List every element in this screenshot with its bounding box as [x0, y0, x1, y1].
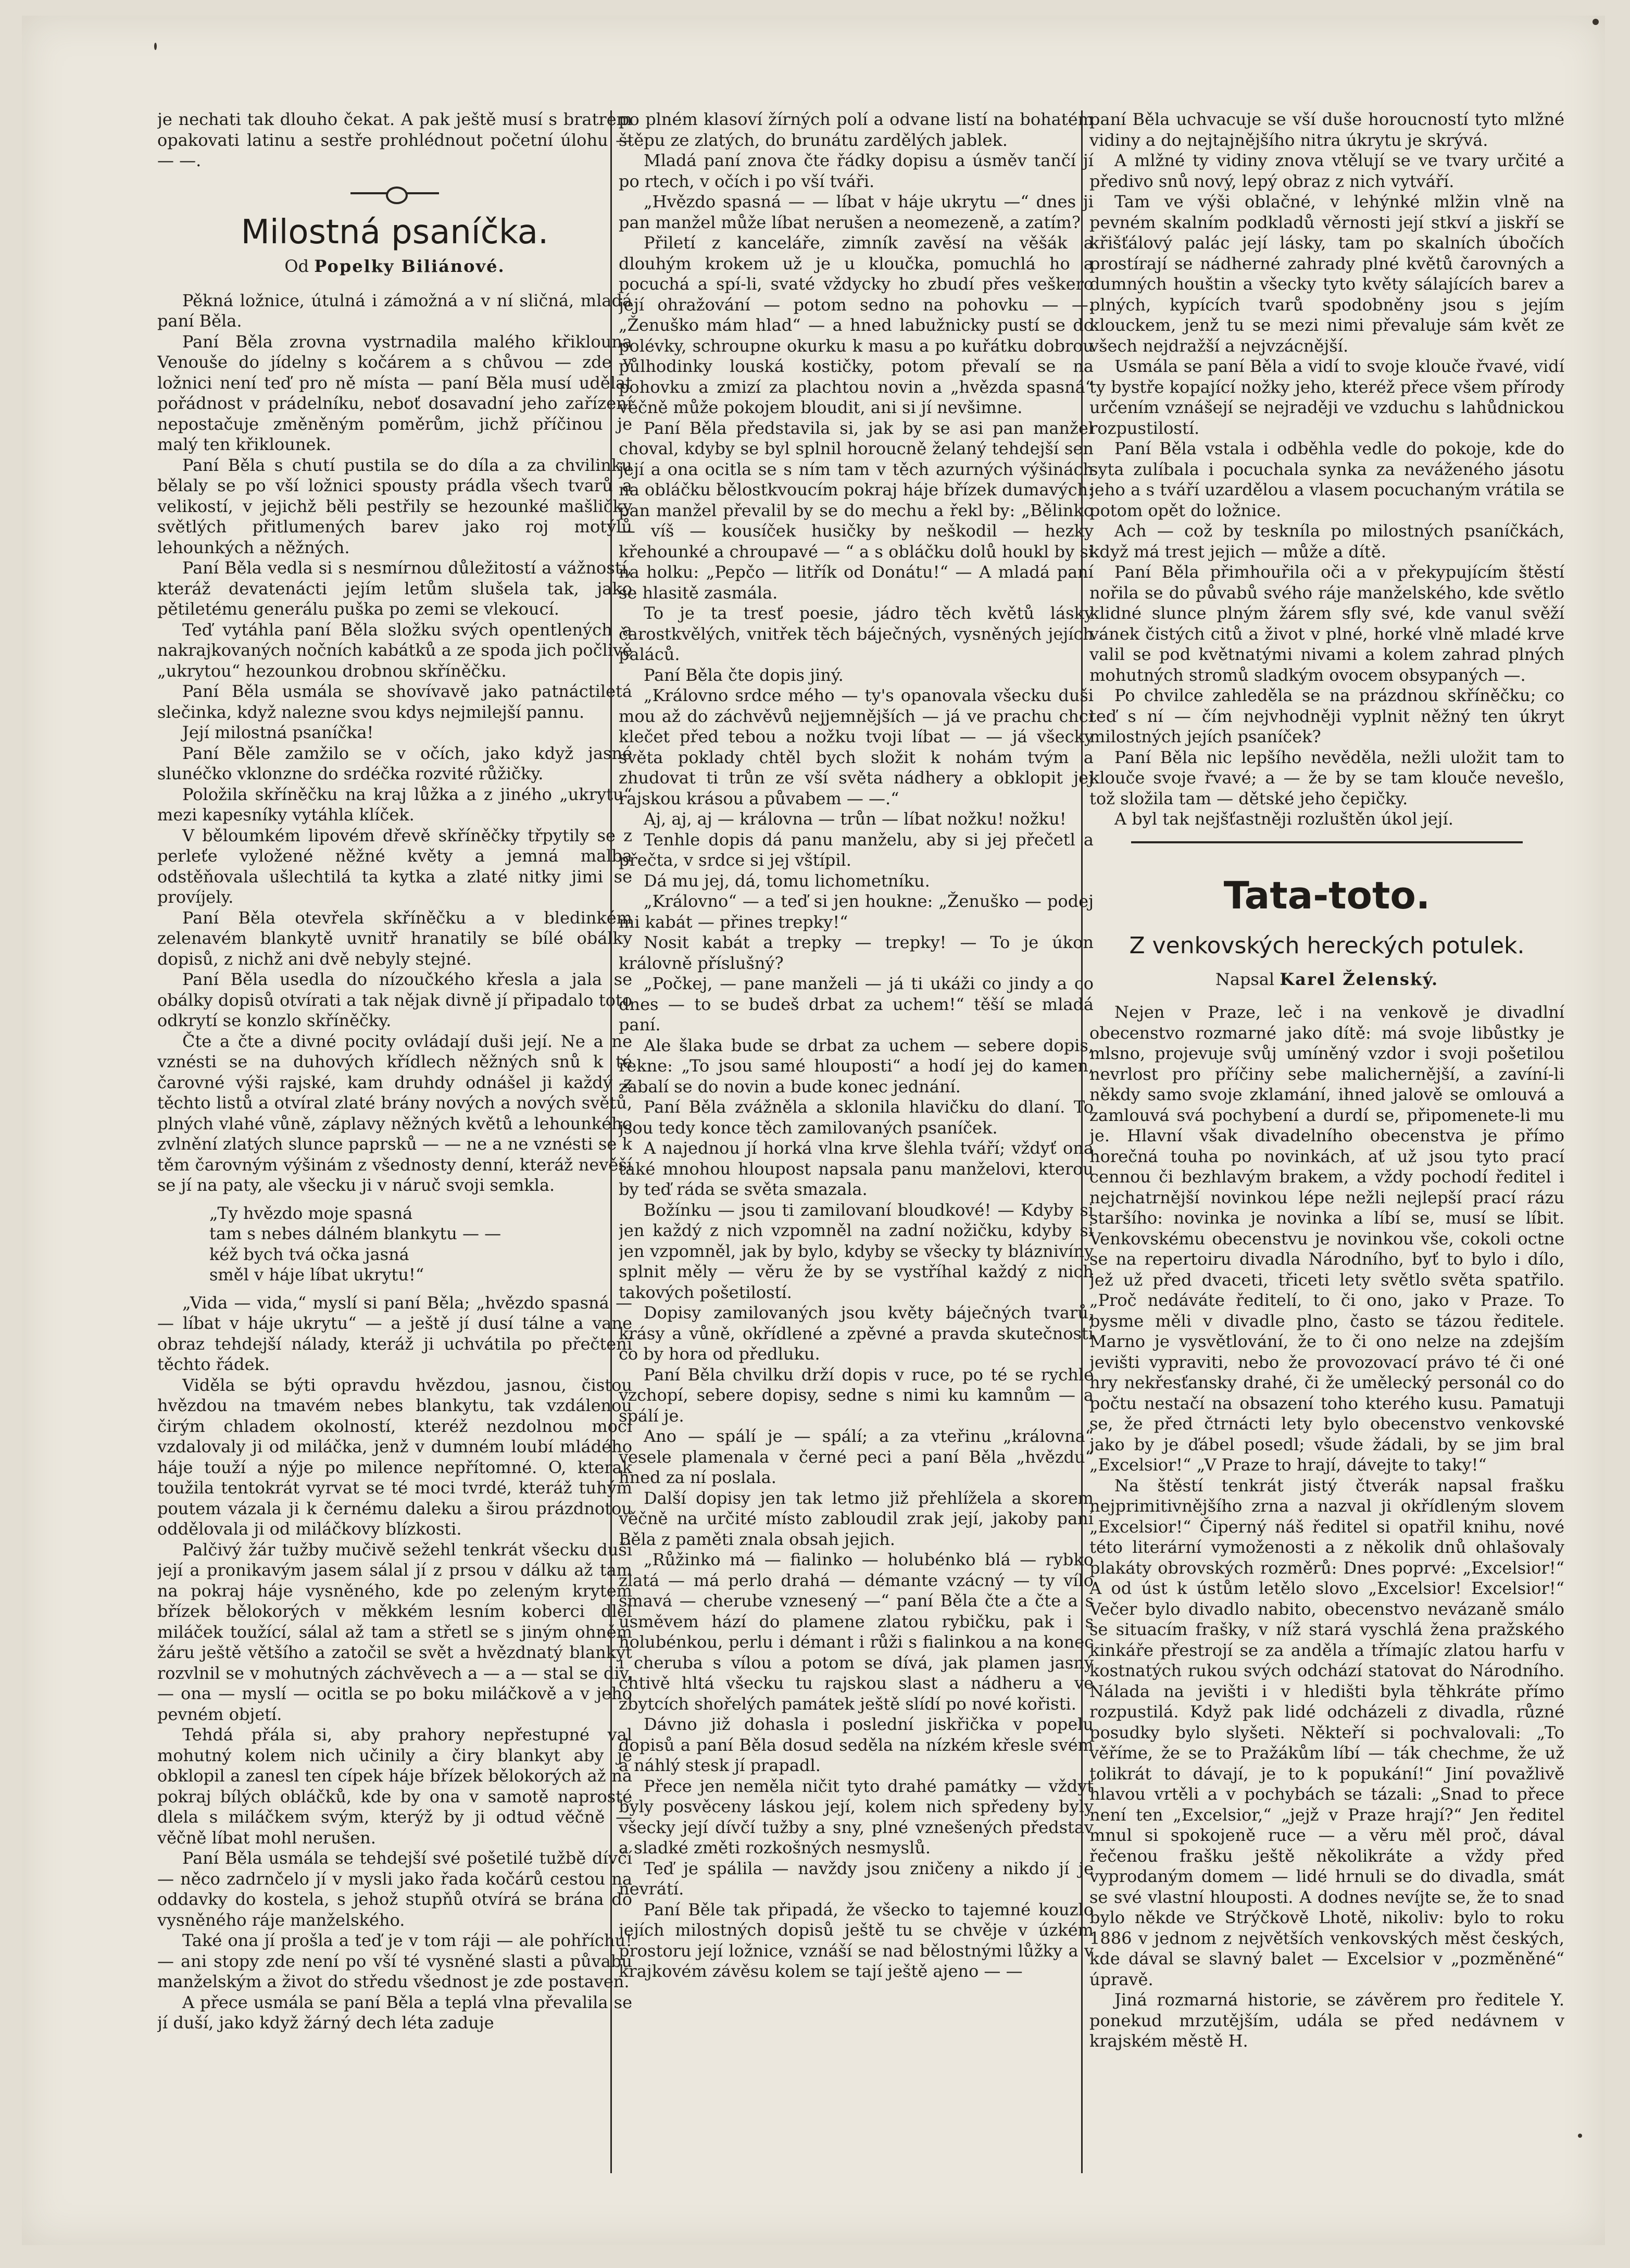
- paragraph: Dopisy zamilovaných jsou květy báječných tvarů, krásy a vůně, okřídlené a zpěvné a pravda skutečnosti co by hora od předluku.: [619, 1303, 1094, 1364]
- paragraph: Teď vytáhla paní Běla složku svých opentlených a nakrajkovaných nočních kabátků a ze spoda jich počlivě „ukrytou“ hezounkou drobnou skříněčku.: [157, 619, 632, 681]
- paragraph: Čte a čte a divné pocity ovládají duši její. Ne a ne vznésti se na duhových křídlech něžných snů k té čarovné výši rajské, kam druhdy odnášel ji každý z těchto listů a otvíral zlaté brány nových a nových světů, plných vlahé vůně, záplavy něžných květů a lehounkého zvlnění zlatých slunce paprsků — — ne a ne vznésti se k těm čarovným výšinám z všednosty denní, kteráž nevěší se jí na paty, ale všecku ji v náruč svoji semkla.: [157, 1031, 632, 1195]
- paragraph: „Počkej, — pane manželi — já ti ukáži co jindy a co dnes — to se budeš drbat za uchem!“ těší se mladá paní.: [619, 974, 1094, 1035]
- byline-author: Popelky Biliánové.: [314, 256, 505, 276]
- paragraph: V běloumkém lipovém dřevě skříněčky třpytily se z perleťe vyložené něžné květy a jemná malba odstěňovala ušlechtilá ta kytka a zlaté nitky jimi se províjely.: [157, 825, 632, 907]
- paragraph: „Hvězdo spasná — — líbat v háje ukrytu —“ dnes ji pan manžel může líbat nerušen a neomezeně, a zatím?: [619, 192, 1094, 232]
- paragraph: Tehdá přála si, aby prahory nepřestupné val mohutný kolem nich učinily a čiry blankyt aby je obklopil a zanesl ten cípek háje břízek bělokorých až na pokraj bílých obláčků, kde by ona v samotě naprosté dlela s miláčkem svým, kterýž by ji odtud věčně — věčně líbat mohl nerušen.: [157, 1725, 632, 1848]
- section-divider: [1131, 841, 1523, 843]
- paragraph: A najednou jí horká vlna krve šlehla tváří; vždyť ona také mnohou hloupost napsala panu manželovi, kterou by teď ráda se světa smazala.: [619, 1138, 1094, 1199]
- paragraph: A mlžné ty vidiny znova vtělují se ve tvary určité a předivo snů nový, lepý obraz z nich vytváří.: [1089, 151, 1564, 191]
- column-1: [157, 109, 632, 2172]
- article-title: Tata-toto.: [1223, 873, 1431, 917]
- paragraph: Její milostná psaníčka!: [182, 722, 374, 742]
- paragraph: Přiletí z kanceláře, zimník zavěsí na věšák a dlouhým krokem už je u kloučka, pomuchlá ho a pocuchá a spí-li, svaté vždycky ho zbudí přes veškero její ohražování — potom sedno na pohovku — —. „Ženuško mám hlad“ — a hned labužnicky pustí se do polévky, schroupne okurku k masu a po kuřátku dobrou půlhodinky louská kostičky, potom převalí se na pohovku a zmizí za plachtou novin a „hvězda spasná“ věčně může pokojem bloudit, ani si jí nevšimne.: [619, 233, 1094, 417]
- intro-paragraph: je nechati tak dlouho čekat. A pak ještě musí s bratrem opakovati latinu a sestře prohlédnout početní úlohu — — —.: [157, 109, 632, 170]
- paragraph: Po chvilce zahleděla se na prázdnou skříněčku; co teď s ní — čím nejvhodněji vyplnit něžný ten úkryt milostných jejích psaníček?: [1089, 686, 1564, 746]
- article-title: Milostná psaníčka.: [241, 213, 549, 252]
- paragraph: Paní Běla usedla do nízoučkého křesla a jala se obálky dopisů otvírati a tak nějak divně jí připadalo toto odkrytí se konzlo skříněčky.: [157, 969, 632, 1030]
- paragraph: Paní Běla s chutí pustila se do díla a za chvilinku bělaly se po vší ložnici spousty prádla všech tvarů a velikostí, v jejichž běli pestřily se hezounké mašličky světlých přitlumených barev jako roj motýlů lehounkých a něžných.: [157, 455, 632, 557]
- byline: [157, 256, 632, 277]
- paragraph: Paní Běla usmála se shovívavě jako patnáctiletá slečinka, když nalezne svou kdys nejmilejší pannu.: [157, 681, 632, 722]
- poem-line: tam s nebes dálném blankytu — —: [209, 1224, 501, 1243]
- article-subtitle: Z venkovských hereckých potulek.: [1129, 932, 1525, 959]
- paragraph: Paní Běla zvážněla a sklonila hlavičku do dlaní. To jsou tedy konce těch zamilovaných psaníček.: [619, 1097, 1094, 1138]
- paragraph: Aj, aj, aj — královna — trůn — líbat nožku! nožku!: [644, 809, 1067, 829]
- paragraph: Paní Běla vstala i odběhla vedle do pokoje, kde do syta zulíbala i pocuchala synka za neváženého jásotu jeho a s tváří uzardělou a vlasem pocuchaným vrátila se potom opět do ložnice.: [1089, 439, 1564, 520]
- paragraph: Usmála se paní Běla a vidí to svoje klouče řvavé, vidí ty bystře kopající nožky jeho, kteréž přece všem přírody určením vznášejí se nejraději ve vzduchu s lahůdnickou rozpustilostí.: [1089, 356, 1564, 438]
- paragraph: Tenhle dopis dá panu manželu, aby si jej přečetl a přečta, v srdce si jej vštípil.: [619, 829, 1094, 870]
- print-speck: [1578, 2134, 1582, 2138]
- paragraph: Ano — spálí je — spálí; a za vteřinu „královna“ vesele plamenala v černé peci a paní Běla „hvězdu“ hned za ní poslala.: [619, 1426, 1094, 1487]
- byline-author: Karel Želenský.: [1280, 969, 1439, 989]
- paragraph: Nosit kabát a trepky — trepky! — To je úkon královně příslušný?: [619, 932, 1094, 973]
- paragraph: Paní Běle zamžilo se v očích, jako když jasné slunéčko vklonzne do srdéčka rozvité růžičky.: [157, 743, 632, 783]
- paragraph: Paní Běla čte dopis jiný.: [644, 665, 844, 685]
- paragraph: Tam ve výši oblačné, v lehýnké mlžin vlně na pevném skalním podkladů věrnosti její stkví a jiskří se křišťálový palác její lásky, tam po skalních úbočích prostírají se nádherné zahrady plné květů čarovných a dumných houštin a všecky tyto květy sálajících barev a plných, kypících tvarů spodobněny jsou s jejím klouckem, jenž tu se mezi nimi převaluje sám květ ze všech nejdražší a nejvzácnější.: [1089, 192, 1564, 356]
- paragraph: po plném klasoví žírných polí a odvane listí na bohatém štěpu ze zlatých, do brunátu zardělých jablek.: [619, 109, 1094, 150]
- paragraph: Další dopisy jen tak letmo již přehlížela a skorem věčně na určité místo zabloudil zrak její, jakoby paní Běla z paměti znala obsah jejich.: [619, 1488, 1094, 1549]
- column-3: [1089, 109, 1564, 2172]
- paragraph: To je ta tresť poesie, jádro těch květů lásky čarostkvělých, vnitřek těch báječných, vysněných jejích paláců.: [619, 603, 1094, 664]
- paragraph: A přece usmála se paní Běla a teplá vlna převalila se jí duší, jako když žárný dech léta zaduje: [157, 1992, 632, 2033]
- paragraph: Paní Běla otevřela skříněčku a v bledinkém zelenavém blankytě uvnitř hranatily se bílé obálky dopisů, z nichž ani dvě nebyly stejné.: [157, 907, 632, 969]
- paragraph: paní Běla uchvacuje se vší duše horoucností tyto mlžné vidiny a do nejtajnějšího nitra úkrytu je skrývá.: [1089, 109, 1564, 150]
- paragraph: Božínku — jsou ti zamilovaní bloudkové! — Kdyby si jen každý z nich vzpomněl na zadní nožičku, kdyby si jen vzpomněl, jak by bylo, kdyby se všecky ty bláznivíny splnit měly — věru že by se vystříhal každý z nich takových pošetilostí.: [619, 1200, 1094, 1302]
- paragraph: Položila skříněčku na kraj lůžka a z jiného „ukrytu“ mezi kapesníky vytáhla klíček.: [157, 784, 632, 825]
- paragraph: Paní Běla nic lepšího nevěděla, nežli uložit tam to klouče svoje řvavé; a — že by se tam klouče nevešlo, tož složila tam — dětské jeho čepičky.: [1089, 747, 1564, 808]
- paragraph: Ale šlaka bude se drbat za uchem — sebere dopis, řekne: „To jsou samé hlouposti“ a hodí jej do kamen, zabalí se do novin a bude konec jednání.: [619, 1035, 1094, 1096]
- paragraph: Paní Běle tak připadá, že všecko to tajemné kouzlo jejích milostných dopisů ještě tu se chvěje v úzkém prostoru její ložnice, vznáší se nad bělostnými lůžky a v krajkovém závěsu kolem se tají ještě ajeno — —: [619, 1899, 1094, 1981]
- paragraph: Jiná rozmarná historie, se závěrem pro ředitele Y. ponekud mrzutějším, udála se před nedávnem v krajském městě H.: [1089, 1990, 1564, 2051]
- paragraph: Paní Běla představila si, jak by se asi pan manžel choval, kdyby se byl splnil horoucně želaný tehdejší sen její a ona ocitla se s ním tam v těch azurných výšinách na obláčku bělostkvoucím pokraj háje břízek dumavých: pan manžel převalil by se do mechu a řekl by: „Bělinko — víš — kousíček husičky by neškodil — hezky křehounké a chroupavé — “ a s obláčku dolů houkl by si na holku: „Pepčo — litřík od Donátu!“ — A mladá paní se hlasitě zasmála.: [619, 418, 1094, 603]
- print-speck: [154, 43, 157, 50]
- scroll-ornament-icon: [350, 191, 439, 196]
- paragraph: Nejen v Praze, leč i na venkově je divadlní obecenstvo rozmarné jako dítě: má svoje libůstky je mlsno, projevuje svůj umíněný vzdor i svoji pošetilou nevrlost pro příčiny sebe malichernější, a zavíní-li někdy samo svoje zklamání, ihned jalově se omlouvá a zamlouvá svá pochybení a durdí se, připomenete-li mu je. Hlavní však divadelního obecenstva je přímo horečná touha po novinkách, ať už jsou tyto prací cennou či bezhlavým brakem, a vždy pochodí ředitel i nejchatrnější novinkou lépe nežli nejlepší prací rázu staršího: novinka je novinka a líbí se, musí se líbit. Venkovskému obecenstvu je novinkou vše, cokoli octne se na repertoiru divadla Národního, byť to bylo i dílo, jež už před dvaceti, třiceti lety světlo světa spatřilo. „Proč nedáváte ředitelí, to či ono, jako v Praze. To bysme měli v divadle plno, často se tázou ředitele. Marno je vysvětlování, že to či ono nelze na zdejším jevišti vypraviti, nebo že provozovací právo té či oné hry nekřesťansky drahé, či že umělecký personál co do počtu nestačí na obsazení toho kterého kusu. Pamatuji se, že před čtrnácti lety bylo obecenstvo venkovské jako by je ďábel posedl; všude žádali, by se jim bral „Excelsior!“ „V Praze to hrají, dávejte to taky!“: [1089, 1002, 1564, 1475]
- byline-prefix: Napsal: [1215, 969, 1275, 989]
- paragraph: Paní Běla přimhouřila oči a v překypujícím štěstí nořila se do půvabů svého ráje manželského, kde světlo klidné slunce plným žárem sfly své, kde vanul svěží vánek čistých citů a život v plné, horké vlně mladé krve valil se pod květnatými nivami a kolem zahrad plných mohutných stromů sladkým ovocem obsypaných —.: [1089, 562, 1564, 685]
- paragraph: Přece jen neměla ničit tyto drahé památky — vždyť byly posvěceny láskou její, kolem nich spředeny byly všecky její dívčí tužby a sny, plné vznešených představ a sladké změti rozkošných nesmyslů.: [619, 1776, 1094, 1858]
- column-2: [619, 109, 1094, 2172]
- paragraph: Pěkná ložnice, útulná i zámožná a v ní sličná, mladá paní Běla.: [157, 290, 632, 331]
- paragraph: Paní Běla usmála se tehdejší své pošetilé tužbě dívčí — něco zadrnčelo jí v mysli jako řada kočárů cestou na oddavky do kostela, s jehož stupňů otvírá se brána do vysněného ráje manželského.: [157, 1848, 632, 1930]
- poem-line: směl v háje líbat ukrytu!“: [209, 1265, 424, 1285]
- paragraph: Paní Běla chvilku drží dopis v ruce, po té se rychle vzchopí, sebere dopisy, sedne s nimi ku kamnům — a spálí je.: [619, 1364, 1094, 1426]
- paragraph: Mladá paní znova čte řádky dopisu a úsměv tančí jí po rtech, v očích i po vší tváři.: [619, 151, 1094, 191]
- paragraph: „Královno“ — a teď si jen houkne: „Ženuško — podej mi kabát — přines trepky!“: [619, 891, 1094, 932]
- paragraph: „Růžinko má — fialinko — holubénko blá — rybko zlatá — má perlo drahá — démante vzácný — ty vílo smavá — cherube vznesený —“ paní Běla čte a čte a s úsměvem hází do plamene zlatou rybičku, pak i s holubénkou, perlu i démant i růži s fialinkou a na konec i cheruba s vílou a potom se dívá, jak plamen jasný chtivě hltá všecku tu rajskou slast a nádheru a ve zbytcích shořelých památek ještě slídí po nové kořisti.: [619, 1550, 1094, 1714]
- poem-line: kéž bych tvá očka jasná: [209, 1244, 409, 1264]
- ornament-divider: [157, 182, 632, 203]
- paragraph: Palčivý žár tužby mučivě sežehl tenkrát všecku duši její a pronikavým jasem sálal jí z prsou v dálku až tam na pokraj háje vysněného, kde po zeleným krytem břízek bělokorých v měkkém lesním koberci dlel miláček toužící, sálal až tam a střetl se s jiným ohněm žáru ještě většího a zatočil se svět a hvězdnatý blankyt rozvlnil se v mohutných záchvěvech a — a — stal se div, — ona — myslí — ocitla se po boku miláčkově a v jeho pevném objetí.: [157, 1539, 632, 1724]
- poem-line: „Ty hvězdo moje spasná: [209, 1203, 413, 1223]
- byline-prefix: Od: [284, 256, 309, 276]
- paragraph: Ach — což by teskníla po milostných psaníčkách, když má trest jejich — může a dítě.: [1089, 521, 1564, 562]
- print-speck: [1593, 19, 1599, 25]
- paragraph: Paní Běla vedla si s nesmírnou důležitostí a vážností, kteráž devatenácti jejím letům slušela tak, jako pětiletému generálu puška po zemi se vlekoucí.: [157, 558, 632, 619]
- paragraph: Také ona jí prošla a teď je v tom ráji — ale pohříchu! — ani stopy zde není po vší té vysněné slasti a půvabu manželským a život do středu všednost je zde postaven.: [157, 1930, 632, 1991]
- byline: [1089, 969, 1564, 990]
- paragraph: Viděla se býti opravdu hvězdou, jasnou, čistou hvězdou na tmavém nebes blankytu, tak vzdálenou čirým chladem okolností, kteréž nezdolnou mocí vzdalovaly ji od miláčka, jenž v dumném loubí mládého háje touží a nýje po milence nepřítomné. O, kterak toužila tentokrát vyrvat se té moci tvrdé, kteráž tuhým poutem vázala ji k černému daleku a širou prázdnotou oddělovala ji od miláčkovy blízkosti.: [157, 1375, 632, 1539]
- paragraph: Paní Běla zrovna vystrnadila malého křiklouna Venouše do jídelny s kočárem a s chůvou — zde v ložnici není teď pro ně místa — paní Běla musí udělat pořádnost v prádelníku, neboť dosavadní jeho zařízení nepostačuje změněným poměrům, jichž příčinou je malý ten křiklounek.: [157, 331, 632, 454]
- paragraph: „Královno srdce mého — ty's opanovala všecku duši mou až do záchvěvů nejjemnějších — já ve prachu chci klečet před tebou a nožku tvoji líbat — — já všecky světa poklady chtěl bych složit k nohám tvým a zhudovat ti trůn ze vší světa nádhery a obklopit jej rajskou krásou a půvabem — —.“: [619, 686, 1094, 808]
- paragraph: A byl tak nejšťastněji rozluštěn úkol její.: [1114, 809, 1453, 829]
- paragraph: „Vida — vida,“ myslí si paní Běla; „hvězdo spasná — — líbat v háje ukrytu“ — a ještě jí dusí tálne a vane obraz tehdejší nálady, kteráž ji uchvátila po přečtení těchto řádek.: [157, 1292, 632, 1374]
- paragraph: Dávno již dohasla i poslední jiskřička v popelu dopisů a paní Běla dosud seděla na nízkém křesle svém a náhlý stesk jí prapadl.: [619, 1714, 1094, 1775]
- paragraph: Teď je spálila — navždy jsou zničeny a nikdo jí je nevrátí.: [619, 1858, 1094, 1899]
- paragraph: Dá mu jej, dá, tomu lichometníku.: [644, 870, 930, 891]
- paragraph: Na štěstí tenkrát jistý čtverák napsal frašku nejprimitivnějšího zrna a nazval ji okřídleným slovem „Excelsior!“ Čiperný náš ředitel si opatřil knihu, nové této literární vymoženosti a z několik dnů ohlašovaly plakáty obrovských rozměrů: Dnes poprvé: „Excelsior!“ A od úst k ústům letělo slovo „Excelsior! Excelsior!“ Večer bylo divadlo nabito, obecenstvo nevázaně smálo se situacím frašky, v níž stará vyschlá žena pražského kinkáře přestrojí se za anděla a třímajíc zlatou harfu v kostnatých rukou svých odchází statovat do Národního. Nálada na jevišti i v hledišti byla těhkráte přímo rozpustilá. Když pak lidé odcházeli z divadla, různé posudky bylo slyšeti. Někteří si pochvalovali: „To věříme, že se to Pražákům líbí — ták chechme, že už tolikrát to dávají, je to k popukání!“ Jiní považlivě hlavou vrtěli a v pochybách se tázali: „Snad to přece není ten „Excelsior,“ „jejž v Praze hrají?“ Jen ředitel mnul si spokojeně ruce — a věru měl proč, dával řečenou frašku ještě několikráte a vždy před vyprodaným domem — lidé hrnuli se do divadla, smát se své vlastní hlouposti. A dodnes nevíjte se, že to snad bylo někde ve Strýčkově Lhotě, nikoliv: bylo to roku 1886 v jednom z největších venkovských měst českých, kde dával se slavný balet — Excelsior v „pozměněné“ úpravě.: [1089, 1475, 1564, 1989]
- poem: [209, 1203, 632, 1286]
